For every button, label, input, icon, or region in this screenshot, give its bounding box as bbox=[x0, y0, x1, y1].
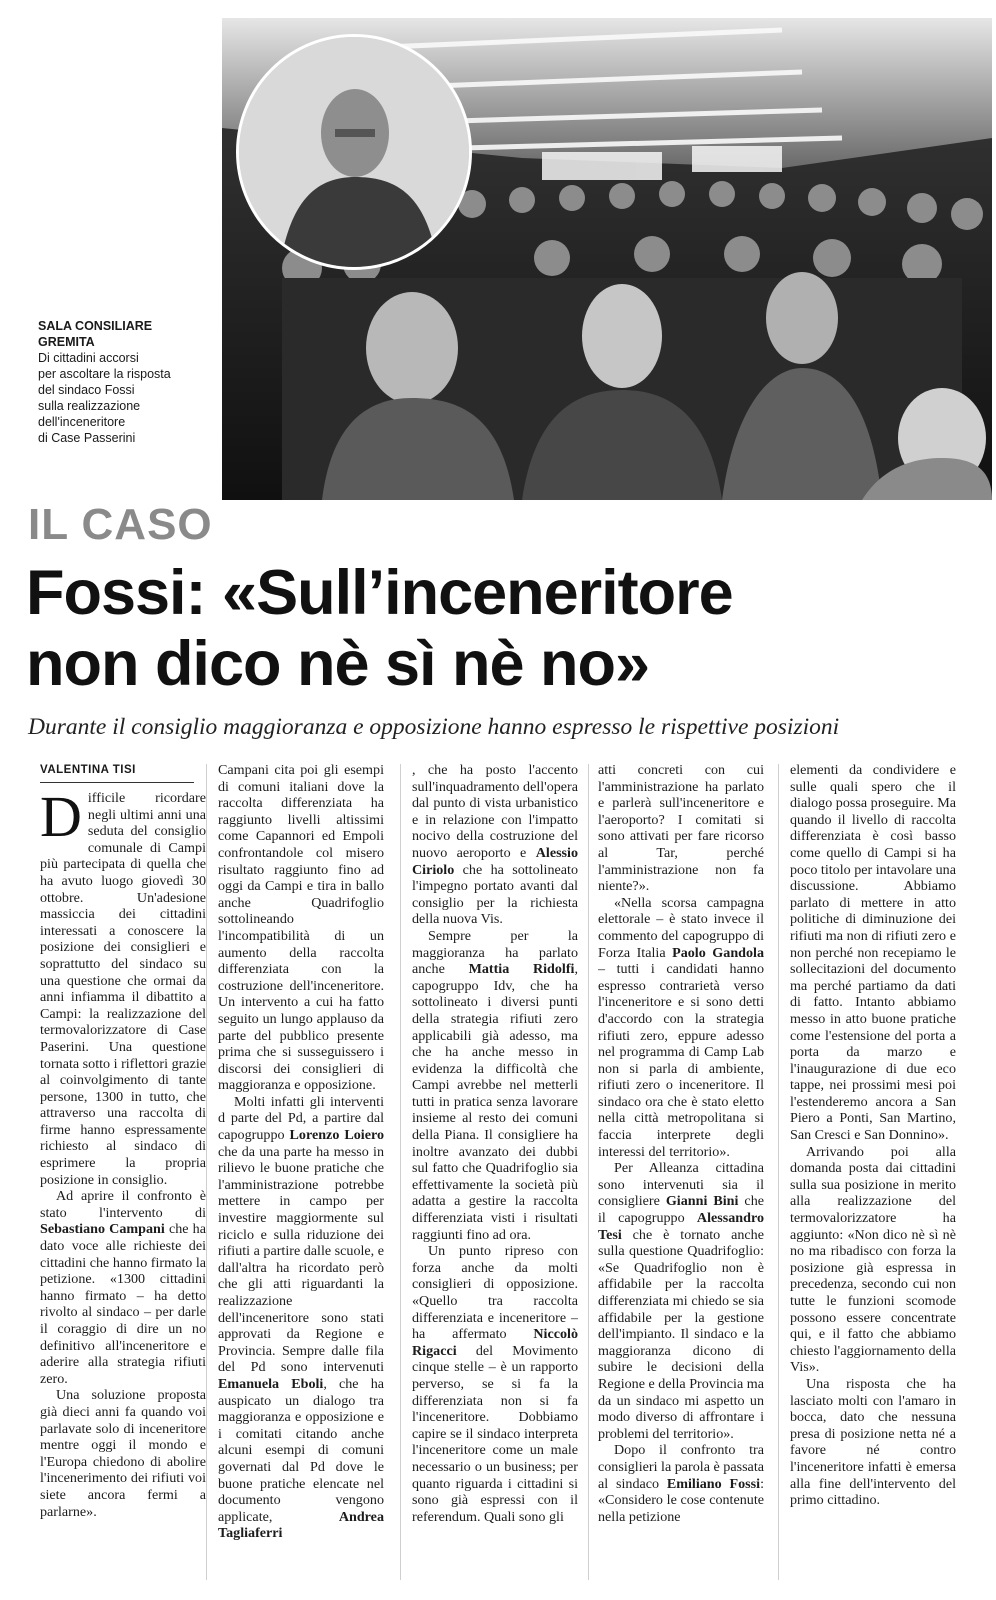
paragraph-text: Ad aprire il confronto è stato l'intervento di bbox=[40, 1188, 206, 1221]
paragraph-text: : «Considero le cose contenute nella petizione bbox=[598, 1475, 764, 1525]
article-column-2 bbox=[218, 762, 384, 1582]
paragraph bbox=[218, 762, 384, 1094]
paragraph-text: che da una parte ha messo in rilievo le buone pratiche che l'amministrazione potrebbe mettere in campo per investire maggiormente sul riciclo e sulla riduzione dei rifiuti a partire dalle scuole, e dall'altra ha ricordato però che gli atti riguardanti la realizzazione dell'inceneritore sono stati approvati da Regione e Provincia. Sempre dalle fila del Pd sono intervenuti bbox=[218, 1143, 384, 1376]
paragraph bbox=[790, 1376, 956, 1509]
caption-line-2: per ascoltare la risposta bbox=[38, 367, 171, 381]
column-divider bbox=[400, 764, 401, 1580]
caption-line-5: dell'inceneritore bbox=[38, 415, 126, 429]
paragraph-text: , che ha auspicato un dialogo tra maggioranza e opposizione e i comitati citando anche alcuni esempi di comuni governati dal Pd dove le buone pratiche elencate nel documento vengono applicate, bbox=[218, 1375, 384, 1525]
paragraph-text: , capogruppo Idv, che ha sottolineato i diversi punti della strategia rifiuti zero applicabili già adesso, ma che ha anche messo in evidenza la difficoltà che Campi avrebbe nel metterli tutti in pratica senza lavorare insieme al resto dei comuni della Piana. Il consigliere ha inoltre avanzato dei dubbi sul fatto che Quadrifoglio sia effettivamente la società più adatta a gestire la raccolta differenziata visti i risultati raggiunti fino ad ora. bbox=[412, 961, 578, 1243]
paragraph-text: che ha sottolineato l'impegno portato avanti dal consiglio per la richiesta della nuova Vis. bbox=[412, 861, 578, 928]
photo-caption bbox=[38, 318, 188, 446]
paragraph-text: che è tornato anche sulla questione Quadrifoglio: «Se Quadrifoglio non è affidabile per la raccolta differenziata mi chiedo se sia affidabile per la gestione dell'impianto. Il sindaco e la maggioranza dicono di subire le decisioni della Regione e della Provincia ma da un sindaco mi aspetto un modo diverso di affrontare i problemi del territorio». bbox=[598, 1226, 764, 1442]
caption-line-4: sulla realizzazione bbox=[38, 399, 141, 413]
paragraph bbox=[598, 1160, 764, 1442]
paragraph bbox=[790, 762, 956, 1144]
paragraph-text: Molti infatti gli interventi d parte del Pd, a partire dal capogruppo bbox=[218, 1093, 384, 1144]
column-divider bbox=[778, 764, 779, 1580]
paragraph-text: del Movimento cinque stelle – è un rapporto perverso, se si fa la differenziata non si fa l'inceneritore. Dobbiamo capire se il sindaco interpreta l'inceneritore come un male necessario o un business; per quanto riguarda i cittadini si sono già espressi con il referendum. Quali sono gli bbox=[412, 1342, 578, 1525]
audience-photo bbox=[222, 18, 992, 500]
paragraph-text: , che ha posto l'accento sull'inquadramento dell'opera dal punto di vista urbanistico e in relazione con l'impatto nocivo della costruzione del nuovo aeroporto e bbox=[412, 762, 578, 861]
person-name: Gianni Bini bbox=[665, 1193, 739, 1210]
paragraph-text: «Nella scorsa campagna elettorale – è stato invece il commento del capogruppo di Forza Italia bbox=[598, 894, 764, 961]
person-name: Sebastiano Campani bbox=[40, 1221, 165, 1238]
article-column-5 bbox=[790, 762, 956, 1582]
paragraph bbox=[412, 1243, 578, 1525]
article-column-3 bbox=[412, 762, 578, 1582]
paragraph bbox=[412, 928, 578, 1243]
paragraph-text: ifficile ricordare negli ultimi anni una seduta del consiglio comunale di Campi più partecipata di quella che ha avuto luogo giovedì 30 ottobre. Un'adesione massiccia dei cittadini interessati a conoscere la posizione dei consiglieri e soprattutto del sindaco su una questione che ormai da anni infiamma il dibattito a Campi: la realizzazione del termovalorizzatore di Case Paserini. Una questione tornata sotto i riflettori grazie al coinvolgimento di tante persone, 1300 in tutto, che attraverso una raccolta di firme hanno espressamente richiesto al sindaco di esprimere la propria posizione in consiglio. bbox=[40, 790, 206, 1188]
person-name: Lorenzo Loiero bbox=[289, 1127, 384, 1144]
paragraph-text: elementi da condividere e sulle quali spero che il dialogo possa proseguire. Ma quando il livello di raccolta differenziata è così basso come quello di Campi si ha poco titolo per intavolare una discussione. Abbiamo parlato di mettere in atto politiche di diminuzione dei rifiuti ma non di rifiuti zero e non perché non recepiamo le sollecitazioni del documento ma perché partiamo da dati di fatto. Intanto abbiamo messo in atto buone pratiche come l'estensione del porta a porta da marzo e l'inaugurazione di due eco tappe, nei prossimi mesi poi l'estenderemo ancora a San Piero a Ponti, San Martino, San Cresci e San Donnino». bbox=[790, 762, 956, 1144]
caption-title-line-2: GREMITA bbox=[38, 335, 95, 349]
paragraph bbox=[40, 790, 206, 1188]
person-name: Emiliano Fossi bbox=[666, 1475, 761, 1492]
headline-line-1: Fossi: «Sull’inceneritore bbox=[26, 558, 733, 628]
paragraph-text: Per Alleanza cittadina sono intervenuti sia il consigliere bbox=[598, 1160, 764, 1210]
headline bbox=[26, 558, 986, 700]
drop-cap: D bbox=[40, 790, 82, 849]
column-divider bbox=[588, 764, 589, 1580]
person-name: Paolo Gandola bbox=[672, 944, 764, 961]
person-name: Alessio Ciriolo bbox=[412, 844, 578, 878]
paragraph bbox=[40, 1387, 206, 1520]
person-name: Mattia Ridolfi bbox=[468, 961, 575, 978]
person-name: Andrea Tagliaferri bbox=[218, 1508, 384, 1542]
caption-line-3: del sindaco Fossi bbox=[38, 383, 135, 397]
caption-line-6: di Case Passerini bbox=[38, 431, 136, 445]
column-divider bbox=[206, 764, 207, 1580]
paragraph-text: atti concreti con cui l'amministrazione ha parlato e parlerà sull'inceneritore e l'aeroporto? I comitati si sono attivati per fare ricorso al Tar, perché l'amministrazione non fa niente?». bbox=[598, 762, 764, 895]
paragraph-text: Sempre per la maggioranza ha parlato anche bbox=[412, 927, 578, 978]
paragraph-text: Una risposta che ha lasciato molti con l'amaro in bocca, dato che nessuna presa di posizione netta né a favore né contro l'inceneritore infatti è emersa alla fine dell'intervento del primo cittadino. bbox=[790, 1375, 956, 1509]
person-name: Niccolò Rigacci bbox=[412, 1326, 578, 1359]
headline-line-2: non dico nè sì nè no» bbox=[26, 629, 650, 699]
paragraph bbox=[598, 895, 764, 1161]
paragraph-text: che ha dato voce alle richieste dei cittadini che hanno firmato la petizione. «1300 cittadini hanno firmato – ha detto rivolto al sindaco – per darle il coraggio di dire un no definitivo all'inceneritore e aderire alla strategia rifiuti zero. bbox=[40, 1221, 206, 1387]
paragraph bbox=[790, 1144, 956, 1376]
article-column-1 bbox=[40, 790, 206, 1582]
person-name: Emanuela Eboli bbox=[218, 1375, 324, 1392]
caption-line-1: Di cittadini accorsi bbox=[38, 351, 139, 365]
paragraph bbox=[598, 762, 764, 895]
speaker-portrait bbox=[236, 34, 472, 270]
paragraph bbox=[218, 1094, 384, 1542]
paragraph-text: che il capogruppo bbox=[598, 1193, 764, 1227]
author-byline: VALENTINA TISI bbox=[40, 764, 194, 783]
article-column-4 bbox=[598, 762, 764, 1582]
speaker-portrait-drawing bbox=[239, 37, 472, 270]
paragraph-text: Arrivando poi alla domanda posta dai cittadini sulla sua posizione in merito alla realizzazione del termovalorizzatore ha aggiunto: «Non dico nè sì nè no ma ribadisco con forza la posizione già espressa in precedenza, secondo cui non tutte le funzioni scomode possono essere concentrate qui, e il fatto che abbiamo chiesto l'aggiornamento della Vis». bbox=[790, 1143, 956, 1376]
paragraph bbox=[40, 1188, 206, 1387]
paragraph-text: Dopo il confronto tra consiglieri la parola è passata al sindaco bbox=[598, 1442, 764, 1492]
section-kicker: IL CASO bbox=[28, 500, 213, 549]
paragraph bbox=[412, 762, 578, 928]
caption-title-line-1: SALA CONSILIARE bbox=[38, 319, 153, 333]
paragraph-text: – tutti i candidati hanno espresso contrarietà verso l'inceneritore e si sono detti d'accordo con la strategia rifiuti zero, eppure adesso nel programma di Camp Lab non si parla di ambiente, rifiuti zero o inceneritore. Il sindaco ora che è stato eletto nella città metropolitana si faccia interprete degli interessi del territorio». bbox=[598, 961, 764, 1160]
person-name: Alessandro Tesi bbox=[598, 1210, 764, 1243]
paragraph-text: Campani cita poi gli esempi di comuni italiani dove la raccolta differenziata ha raggiunto livelli altissimi come Capannori ed Empoli confrontandole col misero risultato raggiunto fino ad oggi da Campi e tira in ballo anche Quadrifoglio sottolineando l'incompatibilità di un aumento della raccolta differenziata con la costruzione dell'inceneritore. Un intervento a cui ha fatto seguito un lungo applauso da parte del pubblico presente prima che si susseguissero i discorsi dei consiglieri di maggioranza e opposizione. bbox=[218, 762, 384, 1094]
paragraph-text: Una soluzione proposta già dieci anni fa quando voi parlavate solo di inceneritore mentre oggi il mondo e l'Europa chiedono di abolire l'incenerimento dei rifiuti voi siete ancora fermi a parlarne». bbox=[40, 1387, 206, 1520]
paragraph bbox=[598, 1442, 764, 1525]
paragraph-text: Un punto ripreso con forza anche da molti consiglieri di opposizione. «Quello tra raccolta differenziata e inceneritore – ha affermato bbox=[412, 1243, 578, 1343]
subheadline: Durante il consiglio maggioranza e opposizione hanno espresso le rispettive posizioni bbox=[28, 714, 840, 740]
